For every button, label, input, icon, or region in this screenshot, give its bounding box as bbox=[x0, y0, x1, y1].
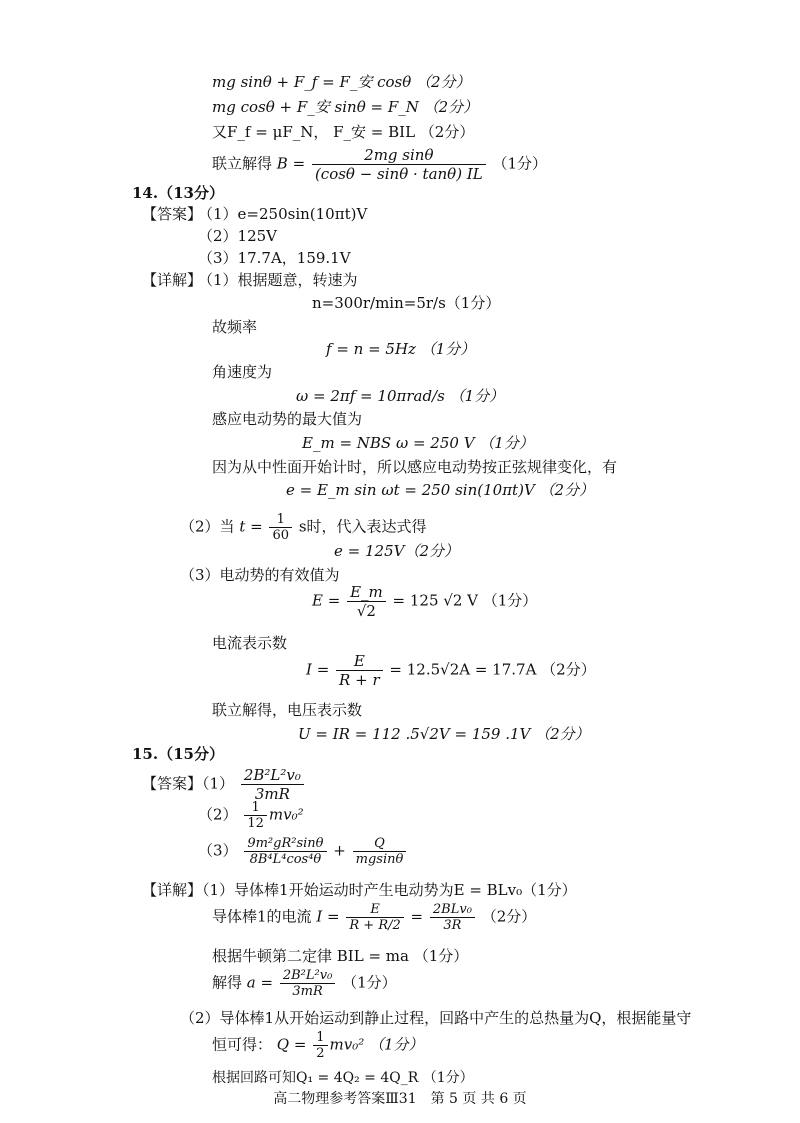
q14-part3-emf-fraction bbox=[347, 583, 386, 620]
q13-final bbox=[212, 146, 547, 183]
q14-part2-suffix: s时，代入表达式得 bbox=[298, 517, 427, 536]
q15-detail-2-prefix: 导体棒1的电流 bbox=[212, 907, 312, 926]
q15-answer-2-numerator: 1 bbox=[244, 800, 267, 816]
q14-current-label: 电流表示数 bbox=[212, 634, 288, 652]
q14-part2-fraction bbox=[269, 512, 292, 543]
q15-detail-2-numerator-1: E bbox=[346, 902, 403, 918]
q14-detail-8: E_m = NBS ω = 250 V （1分） bbox=[302, 434, 534, 452]
q14-detail-label: 【详解】 bbox=[142, 271, 203, 289]
q15-detail-2 bbox=[212, 902, 536, 933]
q15-detail-2-fraction-1 bbox=[346, 902, 403, 933]
q14-detail-6: ω = 2πf = 10πrad/s （1分） bbox=[296, 387, 505, 405]
q14-detail-9: 因为从中性面开始计时，所以感应电动势按正弦规律变化，有 bbox=[212, 458, 618, 476]
q15-answer-label: 【答案】 bbox=[142, 774, 203, 793]
q14-current-numerator: E bbox=[336, 652, 383, 671]
q14-answer-label: 【答案】 bbox=[142, 205, 203, 223]
q13-final-score: （1分） bbox=[492, 154, 548, 173]
q14-detail-7: 感应电动势的最大值为 bbox=[212, 410, 363, 428]
q14-part2 bbox=[180, 512, 427, 543]
q14-part2-result: e = 125V（2分） bbox=[334, 542, 459, 560]
q14-detail-3: 故频率 bbox=[212, 318, 258, 336]
q13-final-lhs: B = bbox=[276, 154, 306, 173]
q15-answer-2-fraction bbox=[244, 800, 267, 831]
q15-detail-2-score: （2分） bbox=[481, 907, 537, 926]
q15-answer-1-numerator: 2B²L²v₀ bbox=[241, 766, 304, 785]
q14-part3-emf-denominator: √2 bbox=[356, 602, 376, 620]
q14-detail-4: f = n = 5Hz （1分） bbox=[326, 340, 476, 358]
q13-final-prefix: 联立解得 bbox=[212, 154, 273, 173]
q15-answer-1-denominator: 3mR bbox=[254, 785, 290, 803]
q14-header: 14.（13分） bbox=[132, 184, 224, 202]
q15-answer-3-denominator-2: mgsinθ bbox=[355, 852, 404, 867]
q14-detail-1: （1）根据题意，转速为 bbox=[198, 271, 358, 289]
q15-detail-4-lhs: a = bbox=[246, 973, 274, 992]
q15-detail-6-prefix: 恒可得： bbox=[212, 1035, 273, 1054]
q14-current-denominator: R + r bbox=[339, 671, 380, 689]
q13-eq-1: mg sinθ + F_f = F_安 cosθ （2分） bbox=[212, 73, 471, 91]
q15-answer-1-index: （1） bbox=[202, 774, 235, 793]
q14-current-fraction bbox=[336, 652, 383, 689]
q15-detail-6-denominator: 2 bbox=[316, 1046, 325, 1061]
q13-eq-3: 又F_f = μF_N， F_安 = BIL （2分） bbox=[212, 123, 475, 141]
q14-detail-5: 角速度为 bbox=[212, 363, 273, 381]
q15-answer-2-tail: mv₀² bbox=[268, 805, 304, 824]
q14-answer-1: （1）e=250sin(10πt)V bbox=[198, 205, 368, 223]
q15-detail-label: 【详解】 bbox=[142, 881, 203, 899]
q13-final-denominator: (cosθ − sinθ · tanθ) IL bbox=[314, 165, 483, 183]
q15-detail-3: 根据牛顿第二定律 BIL = ma （1分） bbox=[212, 947, 469, 965]
q15-detail-2-denominator-1: R + R/2 bbox=[349, 918, 401, 933]
q15-detail-2-lhs: I = bbox=[316, 907, 340, 926]
q14-detail-10: e = E_m sin ωt = 250 sin(10πt)V （2分） bbox=[286, 481, 595, 499]
q14-part3-emf-lhs: E = bbox=[312, 591, 341, 610]
q14-part3-emf-numerator: E_m bbox=[347, 583, 386, 602]
q15-answer-2-denominator: 12 bbox=[247, 816, 264, 831]
q15-detail-6-lhs: Q = bbox=[276, 1035, 307, 1054]
q15-detail-2-numerator-2: 2BLv₀ bbox=[430, 902, 475, 918]
q14-part3-emf bbox=[312, 583, 537, 620]
q15-detail-6-tail: mv₀² （1分） bbox=[329, 1035, 424, 1054]
q15-detail-1-text: （1）导体棒1开始运动时产生电动势为E = BLv₀（1分） bbox=[202, 881, 577, 899]
q15-answer-3-fraction-2 bbox=[353, 836, 407, 867]
q15-answer-3-denominator-1: 8B⁴L⁴cos⁴θ bbox=[249, 852, 322, 867]
q15-answer-3-plus: + bbox=[333, 841, 346, 860]
q15-answer-3-index: （3） bbox=[198, 841, 238, 860]
q15-detail-4-score: （1分） bbox=[342, 973, 397, 992]
q14-detail-2: n=300r/min=5r/s（1分） bbox=[312, 294, 501, 312]
q15-detail-4-fraction bbox=[280, 968, 335, 999]
q15-detail-4-numerator: 2B²L²v₀ bbox=[280, 968, 335, 984]
q13-final-fraction bbox=[312, 146, 486, 183]
q15-detail-2-denominator-2: 3R bbox=[443, 918, 462, 933]
page-footer: 高二物理参考答案Ⅲ31 第 5 页 共 6 页 bbox=[273, 1091, 527, 1107]
q14-current-rhs: = 12.5√2A = 17.7A （2分） bbox=[389, 660, 596, 679]
q14-voltage-eq: U = IR = 112 .5√2V = 159 .1V （2分） bbox=[298, 725, 590, 743]
q15-answer-3 bbox=[198, 836, 408, 867]
q15-header: 15.（15分） bbox=[132, 745, 224, 763]
q14-current-eq bbox=[306, 652, 596, 689]
q15-detail-6-numerator: 1 bbox=[313, 1030, 327, 1046]
q15-answer-3-numerator-1: 9m²gR²sinθ bbox=[244, 836, 326, 852]
q15-detail-4-prefix: 解得 bbox=[212, 973, 243, 992]
q14-voltage-label: 联立解得，电压表示数 bbox=[212, 701, 363, 719]
q15-detail-6 bbox=[212, 1030, 424, 1061]
q15-detail-6-fraction bbox=[313, 1030, 327, 1061]
q15-detail-2-equals: = bbox=[410, 907, 424, 926]
q15-detail-1 bbox=[142, 880, 577, 900]
q15-answer-2-index: （2） bbox=[198, 805, 238, 824]
q15-detail-4-denominator: 3mR bbox=[292, 984, 323, 999]
q15-detail-5: （2）导体棒1从开始运动到静止过程，回路中产生的总热量为Q，根据能量守 bbox=[180, 1009, 692, 1027]
q14-answer-2: （2）125V bbox=[198, 227, 278, 245]
q14-current-lhs: I = bbox=[306, 660, 330, 679]
q14-part2-prefix: （2）当 bbox=[180, 517, 235, 536]
q14-part2-denominator: 60 bbox=[272, 528, 290, 543]
q14-part3-emf-rhs: = 125 √2 V （1分） bbox=[392, 591, 538, 610]
q15-answer-3-numerator-2: Q bbox=[353, 836, 407, 852]
q15-answer-1-fraction bbox=[241, 766, 304, 803]
q13-final-numerator: 2mg sinθ bbox=[312, 146, 486, 165]
q13-eq-2: mg cosθ + F_安 sinθ = F_N （2分） bbox=[212, 98, 479, 116]
q15-detail-7: 根据回路可知Q₁ = 4Q₂ = 4Q_R （1分） bbox=[212, 1070, 474, 1086]
q14-part3-line: （3）电动势的有效值为 bbox=[180, 566, 340, 584]
q15-answer-2 bbox=[198, 800, 304, 831]
q15-answer-3-fraction-1 bbox=[244, 836, 326, 867]
q15-detail-2-fraction-2 bbox=[430, 902, 475, 933]
q14-answer-3: （3）17.7A，159.1V bbox=[198, 249, 351, 267]
q15-answer-1 bbox=[142, 766, 306, 803]
q15-detail-4 bbox=[212, 968, 397, 999]
q14-part2-numerator: 1 bbox=[269, 512, 292, 528]
q14-part2-t: t = bbox=[239, 517, 263, 536]
